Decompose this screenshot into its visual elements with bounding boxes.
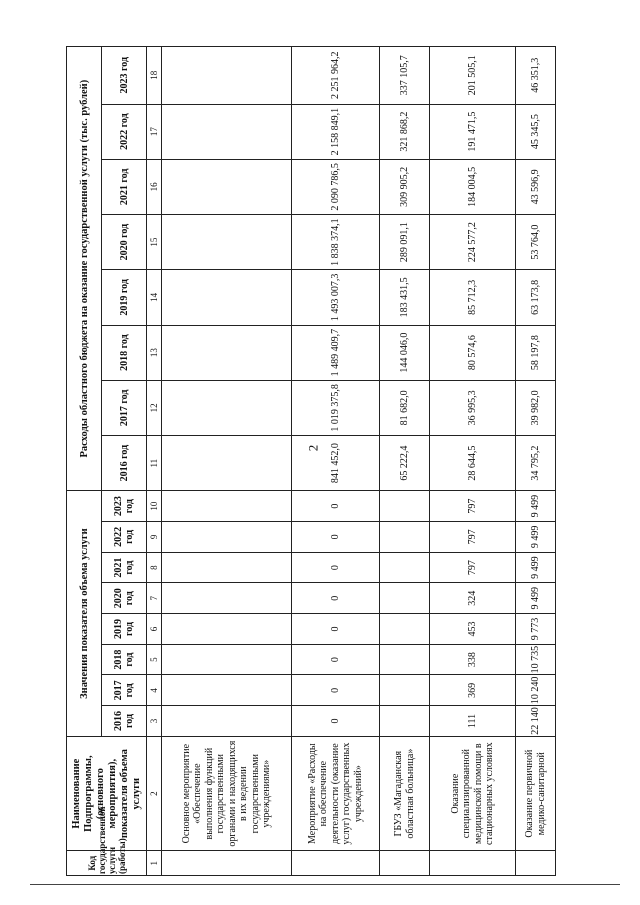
- expense-value-cell: 144 046,0: [380, 325, 430, 380]
- column-number: 7: [147, 583, 162, 614]
- expense-year-header: 2021 год: [102, 159, 147, 214]
- expense-year-header: 2017 год: [102, 380, 147, 435]
- volume-value-cell: [162, 491, 292, 522]
- expense-value-cell: 1 493 007,3: [292, 270, 380, 325]
- volume-value-cell: [380, 522, 430, 553]
- expense-value-cell: [162, 325, 292, 380]
- volume-value-cell: 9 499: [516, 552, 556, 583]
- volume-group-header: Значения показателя объема услуги: [67, 491, 102, 737]
- table-row: [516, 47, 556, 876]
- expense-year-header: 2020 год: [102, 215, 147, 270]
- row-name-cell: Оказание первичной медико-санитарной: [516, 736, 556, 851]
- expense-group-header: Расходы областного бюджета на оказание государственной услуги (тыс. рублей): [67, 47, 102, 491]
- volume-value-cell: 797: [430, 522, 516, 553]
- table-row: [430, 47, 516, 876]
- column-number: 14: [147, 270, 162, 325]
- volume-year-header: 2020 год: [102, 583, 147, 614]
- column-number: 11: [147, 436, 162, 491]
- volume-value-cell: [380, 614, 430, 645]
- expense-value-cell: 2 090 786,5: [292, 159, 380, 214]
- name-column-header: Наименование Подпрограммы, (основного мероприятия), показателя объема услуги: [67, 736, 147, 851]
- expense-value-cell: 201 505,1: [430, 47, 516, 105]
- volume-year-header: 2017 год: [102, 675, 147, 706]
- volume-value-cell: [380, 583, 430, 614]
- volume-value-cell: 0: [292, 644, 380, 675]
- volume-value-cell: 0: [292, 583, 380, 614]
- expense-value-cell: 43 596,9: [516, 159, 556, 214]
- expense-value-cell: 321 868,2: [380, 104, 430, 159]
- expense-value-cell: 63 173,8: [516, 270, 556, 325]
- column-number: 12: [147, 380, 162, 435]
- volume-value-cell: 9 499: [516, 491, 556, 522]
- code-column-header: Код государственной услуги (работы): [67, 851, 147, 876]
- row-name-cell: Оказание специализированной медицинской помощи в стационарных условиях: [430, 736, 516, 851]
- row-name-cell: Основное мероприятие «Обеспечение выполнения функций государственными органами и находящихся в их ведении государственными учреждениями»: [162, 736, 292, 851]
- volume-value-cell: [162, 675, 292, 706]
- expense-year-header: 2018 год: [102, 325, 147, 380]
- table-row: [162, 47, 292, 876]
- expense-value-cell: 81 682,0: [380, 380, 430, 435]
- service-code-cell: [516, 851, 556, 876]
- expense-value-cell: 2 251 964,2: [292, 47, 380, 105]
- volume-value-cell: [162, 706, 292, 737]
- volume-value-cell: 797: [430, 491, 516, 522]
- expense-value-cell: 841 452,0: [292, 436, 380, 491]
- column-number: 15: [147, 215, 162, 270]
- volume-year-header: 2023 год: [102, 491, 147, 522]
- volume-value-cell: [162, 644, 292, 675]
- expense-value-cell: 46 351,3: [516, 47, 556, 105]
- volume-value-cell: [162, 522, 292, 553]
- expense-year-header: 2023 год: [102, 47, 147, 105]
- expense-value-cell: [162, 270, 292, 325]
- volume-value-cell: [162, 614, 292, 645]
- expense-value-cell: 1 838 374,1: [292, 215, 380, 270]
- expense-value-cell: 1 019 375,8: [292, 380, 380, 435]
- column-number-row: [147, 47, 162, 876]
- column-number: 18: [147, 47, 162, 105]
- row-name-cell: ГБУЗ «Магаданская областная больница»: [380, 736, 430, 851]
- expense-value-cell: 184 004,5: [430, 159, 516, 214]
- volume-value-cell: 0: [292, 522, 380, 553]
- volume-value-cell: 338: [430, 644, 516, 675]
- volume-value-cell: [380, 675, 430, 706]
- expense-value-cell: 224 577,2: [430, 215, 516, 270]
- column-number: 2: [147, 736, 162, 851]
- expense-year-header: 2022 год: [102, 104, 147, 159]
- row-name-cell: Мероприятие «Расходы на обеспечение деятельности (оказание услуг) государственных учреждений»: [292, 736, 380, 851]
- expense-value-cell: [162, 215, 292, 270]
- volume-year-header: 2019 год: [102, 614, 147, 645]
- volume-year-header: 2021 год: [102, 552, 147, 583]
- rotated-table-wrapper: [66, 46, 586, 876]
- expense-value-cell: 58 197,8: [516, 325, 556, 380]
- volume-value-cell: 453: [430, 614, 516, 645]
- volume-value-cell: 797: [430, 552, 516, 583]
- bottom-rule: [30, 884, 620, 885]
- volume-value-cell: [162, 583, 292, 614]
- table-row: [292, 47, 380, 876]
- column-number: 3: [147, 706, 162, 737]
- expense-value-cell: 85 712,3: [430, 270, 516, 325]
- volume-value-cell: [380, 491, 430, 522]
- expense-value-cell: 45 345,5: [516, 104, 556, 159]
- column-number: 13: [147, 325, 162, 380]
- column-number: 9: [147, 522, 162, 553]
- service-code-cell: [380, 851, 430, 876]
- expense-value-cell: 65 222,4: [380, 436, 430, 491]
- volume-value-cell: 0: [292, 706, 380, 737]
- volume-value-cell: [380, 644, 430, 675]
- volume-value-cell: 0: [292, 491, 380, 522]
- volume-value-cell: 10 735: [516, 644, 556, 675]
- volume-value-cell: 22 140: [516, 706, 556, 737]
- expense-value-cell: [162, 159, 292, 214]
- expense-value-cell: 34 795,2: [516, 436, 556, 491]
- service-code-cell: [162, 851, 292, 876]
- expense-value-cell: 289 091,1: [380, 215, 430, 270]
- column-number: 5: [147, 644, 162, 675]
- volume-value-cell: 9 773: [516, 614, 556, 645]
- volume-value-cell: [380, 706, 430, 737]
- volume-value-cell: 0: [292, 614, 380, 645]
- expense-value-cell: 39 982,0: [516, 380, 556, 435]
- table-body: [162, 47, 556, 876]
- expense-value-cell: 309 905,2: [380, 159, 430, 214]
- page-number: 2: [305, 444, 321, 452]
- volume-value-cell: [380, 552, 430, 583]
- expense-value-cell: 183 431,5: [380, 270, 430, 325]
- expense-value-cell: 2 158 849,1: [292, 104, 380, 159]
- service-code-cell: [292, 851, 380, 876]
- column-number: 17: [147, 104, 162, 159]
- expense-value-cell: 80 574,6: [430, 325, 516, 380]
- volume-value-cell: 0: [292, 552, 380, 583]
- service-code-cell: [430, 851, 516, 876]
- expense-year-header: 2016 год: [102, 436, 147, 491]
- expense-value-cell: [162, 380, 292, 435]
- expense-value-cell: [162, 47, 292, 105]
- column-number: 8: [147, 552, 162, 583]
- expense-value-cell: 337 105,7: [380, 47, 430, 105]
- table-row: [380, 47, 430, 876]
- expense-value-cell: [162, 104, 292, 159]
- volume-value-cell: 9 499: [516, 522, 556, 553]
- column-number: 6: [147, 614, 162, 645]
- volume-year-header: 2022 год: [102, 522, 147, 553]
- volume-year-header: 2016 год: [102, 706, 147, 737]
- volume-value-cell: 369: [430, 675, 516, 706]
- column-number: 4: [147, 675, 162, 706]
- volume-value-cell: 111: [430, 706, 516, 737]
- column-number: 1: [147, 851, 162, 876]
- budget-services-table: [66, 46, 556, 876]
- volume-value-cell: 324: [430, 583, 516, 614]
- volume-year-header: 2018 год: [102, 644, 147, 675]
- expense-value-cell: 53 764,0: [516, 215, 556, 270]
- expense-year-header: 2019 год: [102, 270, 147, 325]
- expense-value-cell: 28 644,5: [430, 436, 516, 491]
- volume-value-cell: [162, 552, 292, 583]
- column-number: 16: [147, 159, 162, 214]
- volume-value-cell: 9 499: [516, 583, 556, 614]
- expense-value-cell: 1 489 409,7: [292, 325, 380, 380]
- expense-value-cell: 36 995,3: [430, 380, 516, 435]
- expense-value-cell: 191 471,5: [430, 104, 516, 159]
- expense-value-cell: [162, 436, 292, 491]
- column-number: 10: [147, 491, 162, 522]
- volume-value-cell: 0: [292, 675, 380, 706]
- volume-value-cell: 10 240: [516, 675, 556, 706]
